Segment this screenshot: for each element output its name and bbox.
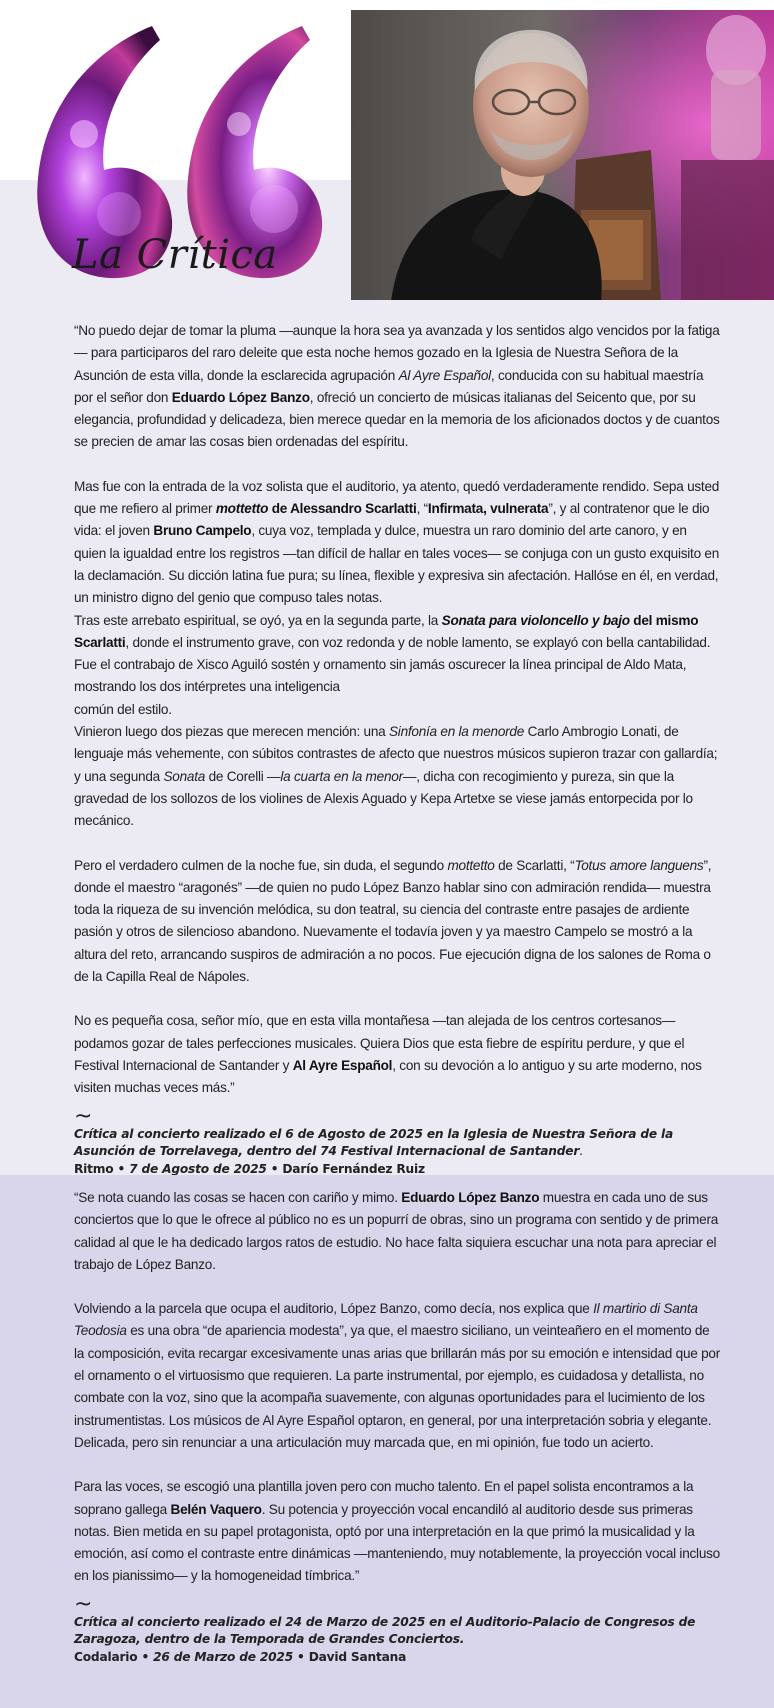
tilde-divider: ~ bbox=[74, 1103, 93, 1129]
source-description: Crítica al concierto realizado el 6 de Agosto de 2025 en la Iglesia de Nuestra Señora de la Asunción de Torrelavega, dentro del 74 Festival Internacional de Santander bbox=[74, 1126, 674, 1158]
source-date: 7 de Agosto de 2025 bbox=[129, 1161, 267, 1176]
source-date: 26 de Marzo de 2025 bbox=[153, 1649, 293, 1664]
review-2-paragraph: Volviendo a la parcela que ocupa el auditorio, López Banzo, como decía, nos explica que Il martirio di Santa Teodosia es una obra “de apariencia modesta”, ya que, el maestro siciliano, un veinteañero en el momento de la composición, evita recargar excesivamente unas arias que brillarán más por su emoción e intensidad que por el ornamento o el virtuosismo que requieren. La parte instrumental, por ejemplo, es cuidadosa y detallista, no combate con la voz, sino que la acompaña suavemente, con algunas oportunidades para el lucimiento de los instrumentistas. Los músicos de Al Ayre Español optaron, en general, por una interpretación sobria y elegante. Delicada, pero sin renunciar a una articulación muy marcada que, en mi opinión, fue todo un acierto. bbox=[74, 1301, 720, 1450]
review-2-body bbox=[74, 1187, 720, 1666]
source-outlet: Codalario bbox=[74, 1649, 138, 1664]
review-1-source: Crítica al concierto realizado el 6 de Agosto de 2025 en la Iglesia de Nuestra Señora de la Asunción de Torrelavega, dentro del 74 Festival Internacional de Santander. Ritmo • 7 de Agosto de 2025 • Darío Fernández Ruiz bbox=[74, 1126, 674, 1176]
header bbox=[0, 0, 774, 300]
review-2-paragraph: “Se nota cuando las cosas se hacen con cariño y mimo. Eduardo López Banzo muestra en cada uno de sus conciertos que lo que le ofrece al público no es un popurrí de obras, sino un programa con sentido y de primera calidad al que le ha dedicado largos ratos de estudio. No hace falta siquiera escuchar una nota para apreciar el trabajo de López Banzo. bbox=[74, 1190, 719, 1272]
review-1-body bbox=[74, 320, 720, 1178]
review-1-paragraph: Mas fue con la entrada de la voz solista que el auditorio, ya atento, quedó verdaderamente rendido. Sepa usted que me refiero al primer mottetto de Alessandro Scarlatti, “Infirmata, vulnerata”, y al contratenor que le dio vida: el joven Bruno Campelo, cuya voz, templada y dulce, muestra un raro dominio del arte canoro, y en quien la igualdad entre los registros —tan difícil de hallar en tales voces— se conjuga con un gusto exquisito en la declamación. Su dicción latina fue pura; su línea, flexible y expresiva sin afectación. Hallóse en él, en verdad, un ministro digno del genio que compuso tales notas. bbox=[74, 478, 720, 606]
review-1-paragraph: “No puedo dejar de tomar la pluma —aunque la hora sea ya avanzada y los sentidos algo vencidos por la fatiga— para participaros del raro deleite que esta noche hemos gozado en la Iglesia de Nuestra Señora de la Asunción de esta villa, donde la esclarecida agrupación Al Ayre Español, conducida con su habitual maestría por el señor don Eduardo López Banzo, ofreció un concierto de músicas italianas del Seicento que, por su elegancia, profundidad y delicadeza, bien merece quedar en la memoria de los aficionados doctos y de cuantos se precien de amar las cosas bien ordenadas del espíritu. bbox=[74, 323, 720, 450]
source-outlet: Ritmo bbox=[74, 1161, 114, 1176]
source-author: David Santana bbox=[308, 1649, 407, 1664]
tilde-divider: ~ bbox=[74, 1591, 93, 1617]
review-1-paragraph: No es pequeña cosa, señor mío, que en esta villa montañesa —tan alejada de los centros cortesanos— podamos gozar de tales perfecciones musicales. Quiera Dios que esta fiebre de espíritu perdure, y que el Festival Internacional de Santander y Al Ayre Español, con su devoción a lo antiguo y su arte moderno, nos visiten muchas veces más.” bbox=[74, 1013, 702, 1096]
review-1-paragraph: Tras este arrebato espiritual, se oyó, ya en la segunda parte, la Sonata para violoncello y bajo del mismo Scarlatti, donde el instrumento grave, con voz redonda y de noble lamento, se explayó con bella cantabilidad. Fue el contrabajo de Xisco Aguiló sostén y ornamento sin jamás oscurecer la línea principal de Aldo Mata, mostrando los dos intérpretes una inteligencia común del estilo. bbox=[74, 612, 711, 717]
review-section-2 bbox=[0, 1175, 774, 1708]
page-title: La Crítica bbox=[72, 232, 278, 278]
review-2-paragraph: Para las voces, se escogió una plantilla joven pero con mucho talento. En el papel solista encontramos a la soprano gallega Belén Vaquero. Su potencia y proyección vocal encandiló al auditorio desde sus primeras notas. Bien metida en su papel protagonista, optó por una interpretación en la que primó la musicalidad y la emoción, así como el contraste entre dinámicas —manteniendo, muy notablemente, la proyección vocal incluso en los pianissimo— y la homogeneidad tímbrica.” bbox=[74, 1479, 720, 1584]
review-2-source: Crítica al concierto realizado el 24 de Marzo de 2025 en el Auditorio-Palacio de Congresos de Zaragoza, dentro de la Temporada de Grandes Conciertos. Codalario • 26 de Marzo de 2025 • David Santana bbox=[74, 1614, 696, 1664]
source-author: Darío Fernández Ruiz bbox=[282, 1161, 425, 1176]
source-description: Crítica al concierto realizado el 24 de Marzo de 2025 en el Auditorio-Palacio de Congresos de Zaragoza, dentro de la Temporada de Grandes Conciertos. bbox=[74, 1614, 696, 1647]
review-1-paragraph: Pero el verdadero culmen de la noche fue, sin duda, el segundo mottetto de Scarlatti, “Totus amore languens”, donde el maestro “aragonés” —de quien no pudo López Banzo hablar sino con admiración rendida— muestra toda la riqueza de su invención melódica, su don teatral, su ciencia del contraste entre pasajes de ardiente pasión y otros de silencioso abandono. Nuevamente el todavía joven y ya maestro Campelo se mostró a la altura del reto, arrancando suspiros de admiración a no pocos. Fue ejecución digna de los salones de Roma o de la Capilla Real de Nápoles. bbox=[74, 857, 712, 985]
review-1-paragraph: Vinieron luego dos piezas que merecen mención: una Sinfonía en la menorde Carlo Ambrogio Lonati, de lenguaje más vehemente, con súbitos contrastes de afecto que nuestros músicos supieron trazar con gallardía; y una segunda Sonata de Corelli —la cuarta en la menor—, dicha con recogimiento y pureza, sin que la gravedad de los sollozos de los violines de Alexis Aguado y Kepa Artetxe se viese jamás entorpecida por lo mecánico. bbox=[74, 724, 718, 829]
review-section-1 bbox=[0, 300, 774, 1175]
portrait-photo bbox=[351, 10, 774, 302]
